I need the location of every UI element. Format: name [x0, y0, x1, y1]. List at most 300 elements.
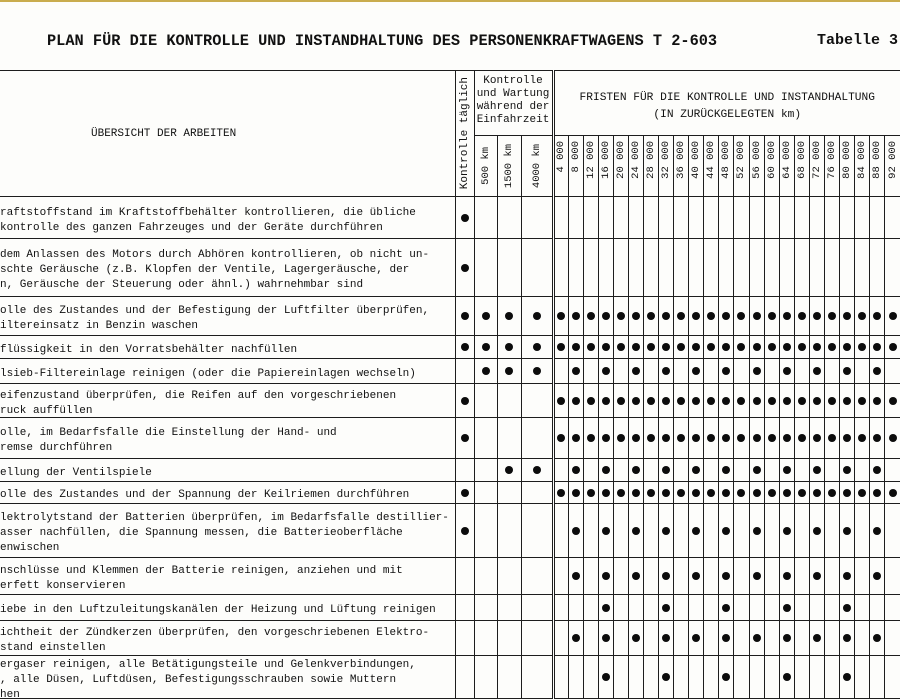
schedule-cell-content	[498, 595, 521, 620]
schedule-cell-content	[644, 459, 658, 481]
task-description-cell	[0, 197, 455, 239]
task-description-cell	[0, 558, 455, 595]
schedule-cell	[734, 656, 749, 699]
schedule-cell-content	[555, 621, 568, 655]
check-mark-dot	[505, 343, 513, 351]
task-description-line: iltereinsatz in Benzin waschen	[0, 320, 199, 332]
check-mark-dot	[783, 527, 791, 535]
check-mark-dot	[737, 397, 745, 405]
schedule-cell-content	[719, 418, 733, 458]
check-mark-dot	[677, 397, 685, 405]
schedule-cell	[839, 459, 854, 482]
schedule-cell-content	[734, 504, 748, 557]
schedule-cell-content	[522, 656, 552, 698]
schedule-cell	[779, 482, 794, 504]
schedule-cell-content	[855, 418, 869, 458]
header-interval-km-box	[825, 136, 839, 196]
schedule-cell	[553, 558, 568, 595]
schedule-cell-content	[825, 297, 839, 335]
schedule-cell-content	[885, 482, 900, 503]
task-description	[0, 558, 455, 594]
task-description-line: ergaser reinigen, alle Betätigungsteile und Gelenkverbindungen,	[0, 659, 416, 671]
check-mark-dot	[889, 312, 897, 320]
check-mark-dot	[889, 434, 897, 442]
schedule-cell-content	[475, 336, 497, 358]
table-row	[0, 504, 900, 558]
schedule-cell-content	[870, 418, 884, 458]
schedule-cell	[689, 197, 704, 239]
schedule-cell-content	[795, 418, 809, 458]
schedule-cell-content	[795, 297, 809, 335]
schedule-cell	[704, 297, 719, 336]
check-mark-dot	[482, 312, 490, 320]
schedule-cell	[824, 418, 839, 459]
schedule-cell-content	[614, 336, 628, 358]
header-interval-km: 12 000	[584, 141, 597, 179]
schedule-cell-content	[704, 359, 718, 383]
header-interval-km: 56 000	[750, 141, 763, 179]
schedule-cell-content	[522, 297, 552, 335]
schedule-cell-content	[855, 621, 869, 655]
check-mark-dot	[873, 343, 881, 351]
check-mark-dot	[813, 434, 821, 442]
schedule-cell-content	[614, 359, 628, 383]
schedule-cell-content	[674, 504, 688, 557]
schedule-cell	[809, 197, 824, 239]
schedule-cell	[598, 336, 613, 359]
check-mark-dot	[461, 434, 469, 442]
schedule-cell-content	[475, 482, 497, 503]
header-interval-km-box	[629, 136, 643, 196]
schedule-cell-content	[555, 239, 568, 296]
schedule-cell-content	[629, 595, 643, 620]
check-mark-dot	[828, 489, 836, 497]
schedule-cell	[779, 504, 794, 558]
check-mark-dot	[707, 397, 715, 405]
schedule-cell-content	[840, 239, 854, 296]
table-row	[0, 656, 900, 699]
check-mark-dot	[461, 527, 469, 535]
schedule-cell-content	[629, 297, 643, 335]
schedule-cell-content	[825, 595, 839, 620]
schedule-cell	[885, 239, 900, 297]
schedule-cell-content	[780, 621, 794, 655]
schedule-cell-content	[885, 384, 900, 417]
schedule-cell	[824, 595, 839, 621]
schedule-cell	[870, 459, 885, 482]
schedule-cell-content	[689, 336, 703, 358]
schedule-cell-content	[750, 239, 764, 296]
check-mark-dot	[858, 397, 866, 405]
schedule-cell	[598, 504, 613, 558]
schedule-cell-content	[885, 595, 900, 620]
task-description	[0, 418, 455, 458]
header-interval-km: 88 000	[871, 141, 884, 179]
schedule-cell	[659, 482, 674, 504]
check-mark-dot	[557, 434, 565, 442]
schedule-cell	[794, 459, 809, 482]
schedule-cell-content	[599, 459, 613, 481]
check-mark-dot	[873, 572, 881, 580]
check-mark-dot	[843, 397, 851, 405]
schedule-cell	[628, 297, 643, 336]
schedule-cell-content	[704, 504, 718, 557]
schedule-cell-content	[810, 297, 824, 335]
schedule-cell-content	[456, 621, 474, 655]
task-description-line: erfett konservieren	[0, 580, 126, 592]
schedule-cell	[885, 418, 900, 459]
schedule-cell	[474, 359, 497, 384]
schedule-cell-content	[644, 504, 658, 557]
schedule-cell-content	[689, 239, 703, 296]
task-description-line: , alle Düsen, Luftdüsen, Befestigungsschrauben sowie Muttern	[0, 674, 397, 686]
schedule-cell	[674, 504, 689, 558]
schedule-cell-content	[659, 459, 673, 481]
schedule-cell-content	[795, 621, 809, 655]
schedule-cell	[568, 656, 583, 699]
schedule-cell	[521, 621, 553, 656]
header-row-groups	[0, 71, 900, 136]
schedule-cell-content	[810, 656, 824, 698]
schedule-cell	[734, 504, 749, 558]
schedule-cell-content	[674, 336, 688, 358]
check-mark-dot	[533, 343, 541, 351]
check-mark-dot	[572, 466, 580, 474]
maintenance-table	[0, 70, 900, 699]
schedule-cell-content	[750, 656, 764, 698]
schedule-cell-content	[810, 482, 824, 503]
schedule-cell-content	[569, 459, 583, 481]
header-interval-km-cell	[674, 136, 689, 197]
header-break-in-line: Kontrolle	[483, 75, 543, 87]
table-number-label: Tabelle 3	[817, 32, 899, 49]
schedule-cell	[583, 239, 598, 297]
schedule-cell	[794, 297, 809, 336]
schedule-cell	[628, 384, 643, 418]
check-mark-dot	[768, 489, 776, 497]
schedule-cell-content	[674, 656, 688, 698]
check-mark-dot	[873, 527, 881, 535]
schedule-cell	[643, 595, 658, 621]
schedule-cell-content	[614, 197, 628, 238]
schedule-cell	[855, 297, 870, 336]
header-interval-km-box	[840, 136, 854, 196]
check-mark-dot	[753, 489, 761, 497]
schedule-cell	[779, 239, 794, 297]
header-interval-km-cell	[704, 136, 719, 197]
schedule-cell-content	[780, 359, 794, 383]
schedule-cell-content	[810, 197, 824, 238]
schedule-cell	[689, 336, 704, 359]
schedule-cell-content	[584, 384, 598, 417]
schedule-cell	[764, 459, 779, 482]
check-mark-dot	[647, 489, 655, 497]
header-break-in-km-box	[475, 136, 497, 196]
schedule-cell	[824, 459, 839, 482]
schedule-cell	[689, 621, 704, 656]
schedule-cell	[855, 459, 870, 482]
schedule-cell	[643, 384, 658, 418]
schedule-cell	[628, 504, 643, 558]
schedule-cell	[553, 504, 568, 558]
schedule-cell-content	[810, 359, 824, 383]
schedule-cell-content	[825, 197, 839, 238]
schedule-cell	[613, 459, 628, 482]
schedule-cell	[674, 384, 689, 418]
table-row	[0, 239, 900, 297]
schedule-cell-content	[629, 418, 643, 458]
schedule-cell-content	[498, 558, 521, 594]
check-mark-dot	[873, 397, 881, 405]
schedule-cell	[659, 459, 674, 482]
schedule-cell-content	[704, 656, 718, 698]
schedule-cell	[455, 336, 474, 359]
schedule-cell-content	[734, 359, 748, 383]
schedule-cell	[734, 595, 749, 621]
check-mark-dot	[505, 312, 513, 320]
schedule-cell	[674, 297, 689, 336]
task-description-cell	[0, 504, 455, 558]
schedule-cell	[855, 482, 870, 504]
check-mark-dot	[505, 367, 513, 375]
schedule-cell-content	[870, 656, 884, 698]
schedule-cell-content	[780, 504, 794, 557]
schedule-cell-content	[750, 482, 764, 503]
schedule-cell-content	[644, 558, 658, 594]
schedule-cell	[870, 656, 885, 699]
schedule-cell	[521, 595, 553, 621]
task-description-line: olle des Zustandes und der Befestigung der Luftfilter überprüfen,	[0, 305, 430, 317]
schedule-cell-content	[795, 482, 809, 503]
schedule-cell	[497, 459, 521, 482]
check-mark-dot	[602, 397, 610, 405]
header-interval-km-box	[599, 136, 613, 196]
schedule-cell-content	[569, 595, 583, 620]
header-interval-km-cell	[809, 136, 824, 197]
schedule-cell-content	[795, 504, 809, 557]
schedule-cell	[613, 336, 628, 359]
schedule-cell	[794, 656, 809, 699]
schedule-cell-content	[674, 418, 688, 458]
schedule-cell	[704, 239, 719, 297]
schedule-cell-content	[674, 384, 688, 417]
schedule-cell-content	[555, 336, 568, 358]
schedule-cell	[613, 558, 628, 595]
schedule-cell	[704, 418, 719, 459]
check-mark-dot	[533, 367, 541, 375]
schedule-cell	[643, 418, 658, 459]
check-mark-dot	[662, 489, 670, 497]
schedule-cell	[764, 621, 779, 656]
check-mark-dot	[722, 673, 730, 681]
schedule-cell-content	[475, 459, 497, 481]
schedule-cell	[855, 239, 870, 297]
schedule-cell	[885, 197, 900, 239]
schedule-cell-content	[644, 197, 658, 238]
schedule-cell-content	[522, 239, 552, 296]
schedule-cell-content	[614, 239, 628, 296]
schedule-cell	[659, 595, 674, 621]
schedule-cell	[779, 656, 794, 699]
check-mark-dot	[889, 489, 897, 497]
check-mark-dot	[692, 312, 700, 320]
schedule-cell	[870, 384, 885, 418]
schedule-cell	[628, 197, 643, 239]
schedule-cell-content	[780, 595, 794, 620]
schedule-cell-content	[659, 336, 673, 358]
header-tasks-cell	[0, 71, 455, 197]
schedule-cell	[455, 239, 474, 297]
schedule-cell	[749, 656, 764, 699]
schedule-cell	[764, 418, 779, 459]
schedule-cell-content	[795, 459, 809, 481]
schedule-cell-content	[644, 297, 658, 335]
schedule-cell-content	[855, 239, 869, 296]
check-mark-dot	[722, 466, 730, 474]
schedule-cell	[749, 384, 764, 418]
schedule-cell	[674, 656, 689, 699]
schedule-cell	[521, 558, 553, 595]
check-mark-dot	[632, 367, 640, 375]
schedule-cell	[659, 418, 674, 459]
check-mark-dot	[662, 466, 670, 474]
schedule-cell	[779, 595, 794, 621]
schedule-cell	[809, 558, 824, 595]
schedule-cell-content	[750, 418, 764, 458]
check-mark-dot	[647, 397, 655, 405]
task-description-line: ruck auffüllen	[0, 405, 93, 417]
task-description-line: remse durchführen	[0, 442, 113, 454]
schedule-cell	[855, 359, 870, 384]
schedule-cell-content	[704, 595, 718, 620]
check-mark-dot	[632, 527, 640, 535]
header-interval-km-cell	[885, 136, 900, 197]
schedule-cell-content	[810, 459, 824, 481]
schedule-cell	[674, 482, 689, 504]
check-mark-dot	[662, 634, 670, 642]
check-mark-dot	[768, 312, 776, 320]
schedule-cell-content	[644, 384, 658, 417]
schedule-cell-content	[456, 297, 474, 335]
check-mark-dot	[737, 312, 745, 320]
schedule-cell	[824, 504, 839, 558]
schedule-cell	[455, 297, 474, 336]
schedule-cell	[794, 384, 809, 418]
check-mark-dot	[737, 343, 745, 351]
schedule-cell	[839, 656, 854, 699]
task-description-cell	[0, 384, 455, 418]
task-description-cell	[0, 239, 455, 297]
schedule-cell	[749, 595, 764, 621]
table-row	[0, 595, 900, 621]
schedule-cell	[643, 336, 658, 359]
check-mark-dot	[783, 434, 791, 442]
check-mark-dot	[753, 634, 761, 642]
schedule-cell-content	[780, 336, 794, 358]
schedule-cell-content	[629, 482, 643, 503]
task-description-line: dem Anlassen des Motors durch Abhören kontrollieren, ob nicht un-	[0, 249, 430, 261]
schedule-cell	[497, 359, 521, 384]
schedule-cell	[734, 197, 749, 239]
schedule-cell	[521, 656, 553, 699]
schedule-cell	[689, 459, 704, 482]
check-mark-dot	[858, 312, 866, 320]
schedule-cell	[719, 239, 734, 297]
schedule-cell	[568, 558, 583, 595]
check-mark-dot	[632, 343, 640, 351]
schedule-cell	[719, 197, 734, 239]
header-interval-km-cell	[583, 136, 598, 197]
check-mark-dot	[692, 572, 700, 580]
header-interval-km: 16 000	[599, 141, 612, 179]
check-mark-dot	[843, 489, 851, 497]
header-break-in-km: 500 km	[479, 147, 492, 185]
schedule-cell-content	[810, 384, 824, 417]
header-interval-km: 92 000	[886, 141, 899, 179]
schedule-cell-content	[765, 595, 779, 620]
check-mark-dot	[828, 343, 836, 351]
schedule-cell	[870, 359, 885, 384]
schedule-cell-content	[840, 504, 854, 557]
schedule-cell	[704, 595, 719, 621]
schedule-cell-content	[734, 482, 748, 503]
schedule-cell-content	[825, 656, 839, 698]
schedule-cell-content	[870, 297, 884, 335]
schedule-cell	[704, 359, 719, 384]
schedule-cell	[628, 482, 643, 504]
check-mark-dot	[768, 434, 776, 442]
schedule-cell	[643, 504, 658, 558]
schedule-cell-content	[885, 558, 900, 594]
check-mark-dot	[722, 367, 730, 375]
check-mark-dot	[617, 489, 625, 497]
check-mark-dot	[753, 397, 761, 405]
schedule-cell-content	[689, 656, 703, 698]
schedule-cell-content	[765, 482, 779, 503]
schedule-cell-content	[674, 297, 688, 335]
schedule-cell-content	[456, 459, 474, 481]
schedule-cell-content	[885, 239, 900, 296]
schedule-cell-content	[780, 558, 794, 594]
schedule-cell	[779, 459, 794, 482]
schedule-cell	[794, 239, 809, 297]
check-mark-dot	[873, 312, 881, 320]
check-mark-dot	[602, 527, 610, 535]
schedule-cell-content	[734, 418, 748, 458]
schedule-cell-content	[719, 595, 733, 620]
check-mark-dot	[662, 312, 670, 320]
schedule-cell	[794, 336, 809, 359]
schedule-cell	[824, 482, 839, 504]
schedule-cell-content	[719, 482, 733, 503]
schedule-cell	[497, 504, 521, 558]
header-interval-km-cell	[839, 136, 854, 197]
schedule-cell-content	[659, 656, 673, 698]
schedule-cell	[455, 197, 474, 239]
schedule-cell-content	[750, 595, 764, 620]
task-description-cell	[0, 656, 455, 699]
schedule-cell-content	[659, 239, 673, 296]
schedule-cell	[474, 336, 497, 359]
check-mark-dot	[662, 673, 670, 681]
schedule-cell-content	[674, 359, 688, 383]
schedule-cell	[474, 595, 497, 621]
schedule-cell-content	[659, 418, 673, 458]
check-mark-dot	[722, 397, 730, 405]
schedule-cell-content	[522, 418, 552, 458]
task-description-line: eifenzustand überprüfen, die Reifen auf den vorgeschriebenen	[0, 390, 397, 402]
check-mark-dot	[572, 634, 580, 642]
